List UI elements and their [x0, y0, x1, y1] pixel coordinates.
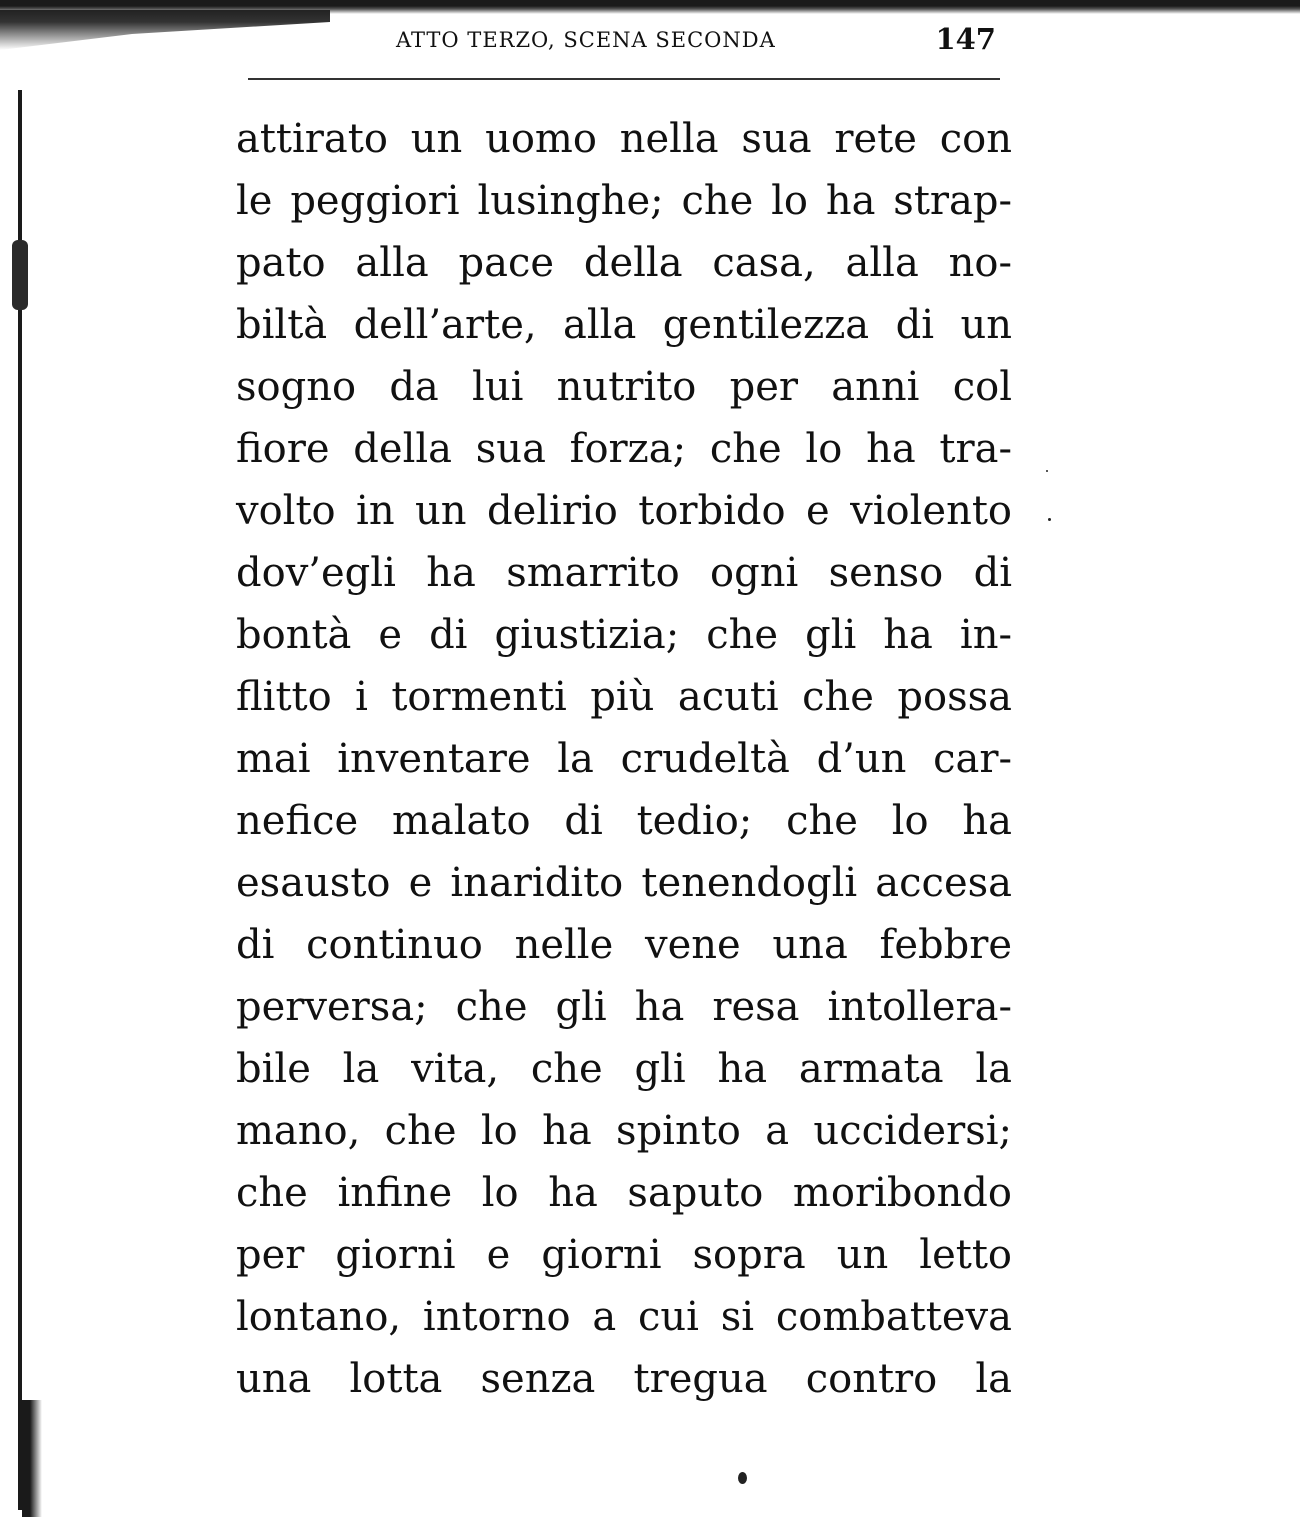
text-line: biltà dell’arte, alla gentilezza di un — [236, 302, 1012, 348]
text-line: per giorni e giorni sopra un letto — [236, 1232, 1012, 1278]
text-line: che infine lo ha saputo moribondo — [236, 1170, 1012, 1216]
body-text — [236, 108, 1012, 1410]
text-line: attirato un uomo nella sua rete con — [236, 116, 1012, 162]
text-line: nefice malato di tedio; che lo ha — [236, 798, 1012, 844]
text-line: volto in un delirio torbido e violento — [236, 488, 1012, 534]
scan-bottom-edge — [22, 1400, 42, 1517]
text-line: fiore della sua forza; che lo ha tra- — [236, 426, 1012, 472]
scan-speck — [738, 1472, 747, 1484]
text-line: una lotta senza tregua contro la — [236, 1356, 1012, 1402]
text-line: dov’egli ha smarrito ogni senso di — [236, 550, 1012, 596]
text-line: le peggiori lusinghe; che lo ha strap- — [236, 178, 1012, 224]
text-line: mai inventare la crudeltà d’un car- — [236, 736, 1012, 782]
text-line: sogno da lui nutrito per anni col — [236, 364, 1012, 410]
text-line: mano, che lo ha spinto a uccidersi; — [236, 1108, 1012, 1154]
text-line: bile la vita, che gli ha armata la — [236, 1046, 1012, 1092]
running-title: ATTO TERZO, SCENA SECONDA — [396, 28, 776, 52]
scan-speck — [1048, 518, 1051, 521]
text-line: di continuo nelle vene una febbre — [236, 922, 1012, 968]
scan-ink-blot — [12, 240, 28, 310]
text-line: esausto e inaridito tenendogli accesa — [236, 860, 1012, 906]
header-rule — [248, 78, 1000, 80]
text-line: bontà e di giustizia; che gli ha in- — [236, 612, 1012, 658]
text-line: perversa; che gli ha resa intollera- — [236, 984, 1012, 1030]
scan-speck — [1046, 470, 1048, 472]
text-line: lontano, intorno a cui si combatteva — [236, 1294, 1012, 1340]
text-line: flitto i tormenti più acuti che possa — [236, 674, 1012, 720]
page-number: 147 — [935, 22, 996, 56]
running-head — [248, 22, 1000, 58]
text-line: pato alla pace della casa, alla no- — [236, 240, 1012, 286]
